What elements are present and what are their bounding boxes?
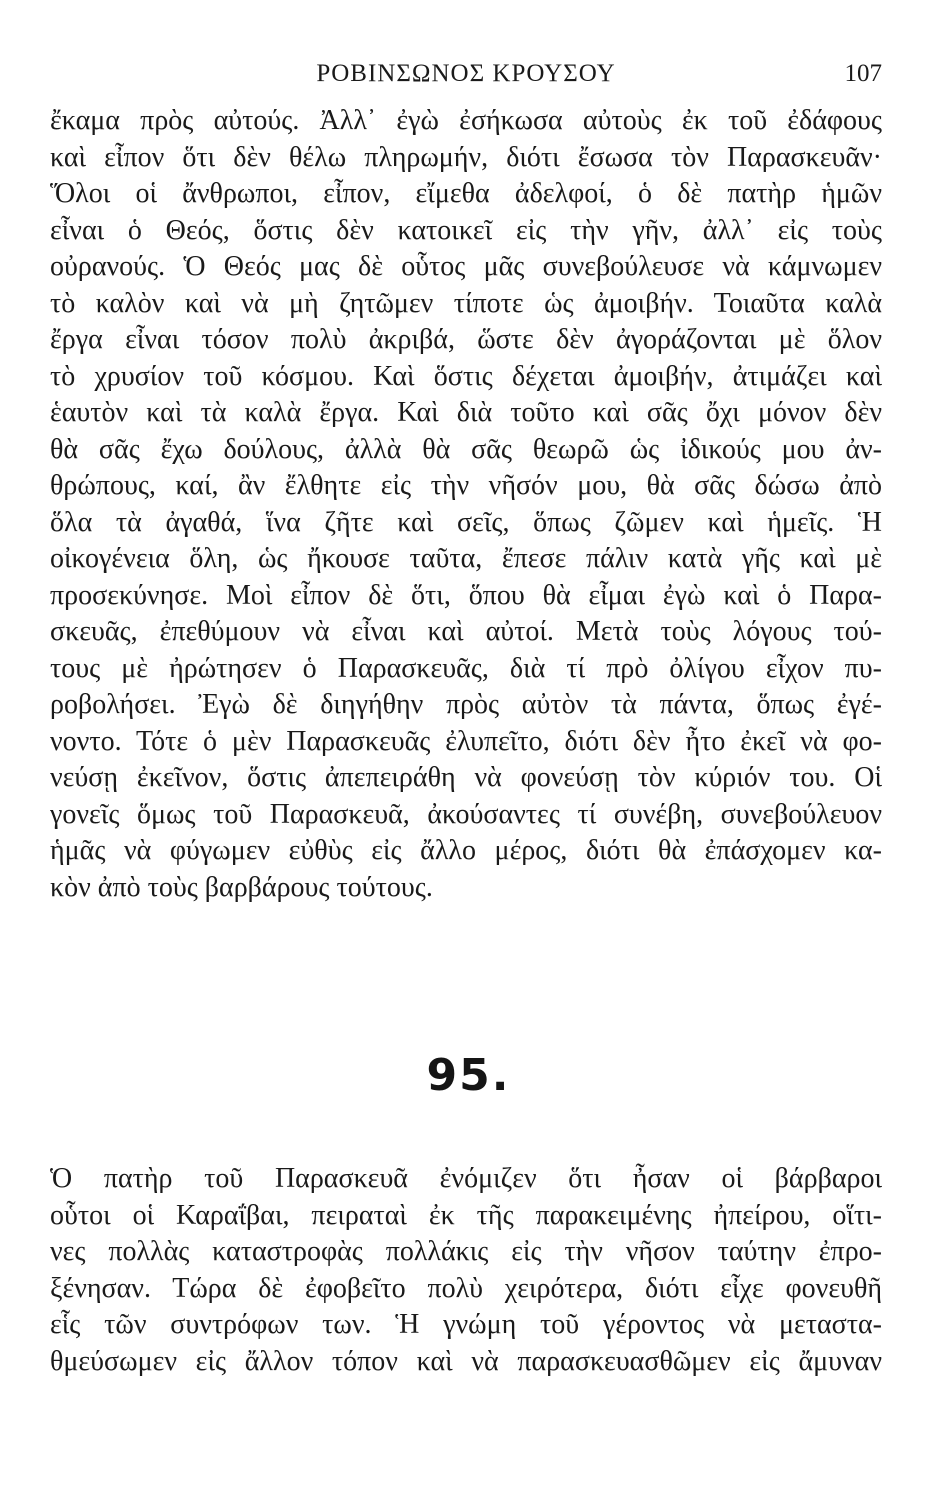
text-line: κὸν ἀπὸ τοὺς βαρβάρους τούτους. bbox=[50, 871, 433, 903]
paragraph bbox=[50, 103, 882, 906]
text-line: ὅλα τὰ ἀγαθά, ἵνα ζῆτε καὶ σεῖς, ὅπως ζῶμεν καὶ ἡμεῖς. Ἡ bbox=[50, 506, 882, 538]
text-line: οὗτοι οἱ Καραΐβαι, πειραταὶ ἐκ τῆς παρακειμένης ἠπείρου, οἵτι- bbox=[50, 1199, 882, 1231]
text-line: καὶ εἶπον ὅτι δὲν θέλω πληρωμήν, διότι ἔσωσα τὸν Παρασκευᾶν· bbox=[50, 141, 882, 173]
text-line: τους μὲ ἠρώτησεν ὁ Παρασκευᾶς, διὰ τί πρὸ ὀλίγου εἶχον πυ- bbox=[50, 652, 882, 684]
text-line: ἔκαμα πρὸς αὐτούς. Ἀλλ᾽ ἐγὼ ἐσήκωσα αὐτοὺς ἐκ τοῦ ἐδάφους bbox=[50, 105, 882, 136]
running-head bbox=[50, 56, 882, 92]
text-line: ροβολήσει. Ἐγὼ δὲ διηγήθην πρὸς αὐτὸν τὰ πάντα, ὅπως ἐγέ- bbox=[50, 689, 882, 720]
text-line: θρώπους, καί, ἂν ἔλθητε εἰς τὴν νῆσόν μου, θὰ σᾶς δώσω ἀπὸ bbox=[50, 470, 882, 501]
text-line: Ὅλοι οἱ ἄνθρωποι, εἶπον, εἴμεθα ἀδελφοί, ὁ δὲ πατὴρ ἡμῶν bbox=[50, 178, 882, 209]
text-line: ἔργα εἶναι τόσον πολὺ ἀκριβά, ὥστε δὲν ἀγοράζονται μὲ ὅλον bbox=[50, 324, 882, 355]
text-line: εἶναι ὁ Θεός, ὅστις δὲν κατοικεῖ εἰς τὴν γῆν, ἀλλ᾽ εἰς τοὺς bbox=[50, 214, 882, 246]
text-line: ξένησαν. Τώρα δὲ ἐφοβεῖτο πολὺ χειρότερα, διότι εἶχε φονευθῆ bbox=[50, 1272, 882, 1304]
text-line: προσεκύνησε. Μοὶ εἶπον δὲ ὅτι, ὅπου θὰ εἶμαι ἐγὼ καὶ ὁ Παρα- bbox=[50, 579, 882, 611]
text-line: νεύσῃ ἐκεῖνον, ὅστις ἀπεπειράθη νὰ φονεύσῃ τὸν κύριόν του. Οἱ bbox=[50, 762, 882, 793]
text-line: τὸ καλὸν καὶ νὰ μὴ ζητῶμεν τίποτε ὡς ἀμοιβήν. Τοιαῦτα καλὰ bbox=[50, 287, 882, 319]
page-number: 107 bbox=[844, 60, 882, 87]
running-title: ΡΟΒΙΝΣΩΝΟΣ ΚΡΟΥΣΟΥ bbox=[316, 60, 616, 87]
text-line: νοντο. Τότε ὁ μὲν Παρασκευᾶς ἐλυπεῖτο, διότι δὲν ἦτο ἐκεῖ νὰ φο- bbox=[50, 725, 882, 757]
text-line: οὐρανούς. Ὁ Θεός μας δὲ οὗτος μᾶς συνεβούλευσε νὰ κάμνωμεν bbox=[50, 251, 882, 282]
text-line: θμεύσωμεν εἰς ἄλλον τόπον καὶ νὰ παρασκευασθῶμεν εἰς ἄμυναν bbox=[50, 1345, 882, 1377]
text-line: γονεῖς ὅμως τοῦ Παρασκευᾶ, ἀκούσαντες τί συνέβη, συνεβούλευον bbox=[50, 798, 882, 830]
text-line: οἰκογένεια ὅλη, ὡς ἤκουσε ταῦτα, ἔπεσε πάλιν κατὰ γῆς καὶ μὲ bbox=[50, 543, 882, 574]
text-line: εἷς τῶν συντρόφων των. Ἡ γνώμη τοῦ γέροντος νὰ μεταστα- bbox=[50, 1309, 882, 1340]
text-line: Ὁ πατὴρ τοῦ Παρασκευᾶ ἐνόμιζεν ὅτι ἦσαν οἱ βάρβαροι bbox=[50, 1163, 882, 1194]
text-line: σκευᾶς, ἐπεθύμουν νὰ εἶναι καὶ αὐτοί. Μετὰ τοὺς λόγους τού- bbox=[50, 616, 882, 647]
text-line: ἑαυτὸν καὶ τὰ καλὰ ἔργα. Καὶ διὰ τοῦτο καὶ σᾶς ὄχι μόνον δὲν bbox=[50, 397, 882, 428]
text-line: τὸ χρυσίον τοῦ κόσμου. Καὶ ὅστις δέχεται ἀμοιβήν, ἀτιμάζει καὶ bbox=[50, 360, 882, 392]
text-line: νες πολλὰς καταστροφὰς πολλάκις εἰς τὴν νῆσον ταύτην ἐπρο- bbox=[50, 1236, 882, 1267]
text-line: θὰ σᾶς ἔχω δούλους, ἀλλὰ θὰ σᾶς θεωρῶ ὡς ἰδικούς μου ἀν- bbox=[50, 433, 882, 465]
section-number: 95. bbox=[426, 1050, 511, 1101]
paragraph bbox=[50, 1161, 882, 1380]
text-line: ἡμᾶς νὰ φύγωμεν εὐθὺς εἰς ἄλλο μέρος, διότι θὰ ἐπάσχομεν κα- bbox=[50, 835, 882, 866]
